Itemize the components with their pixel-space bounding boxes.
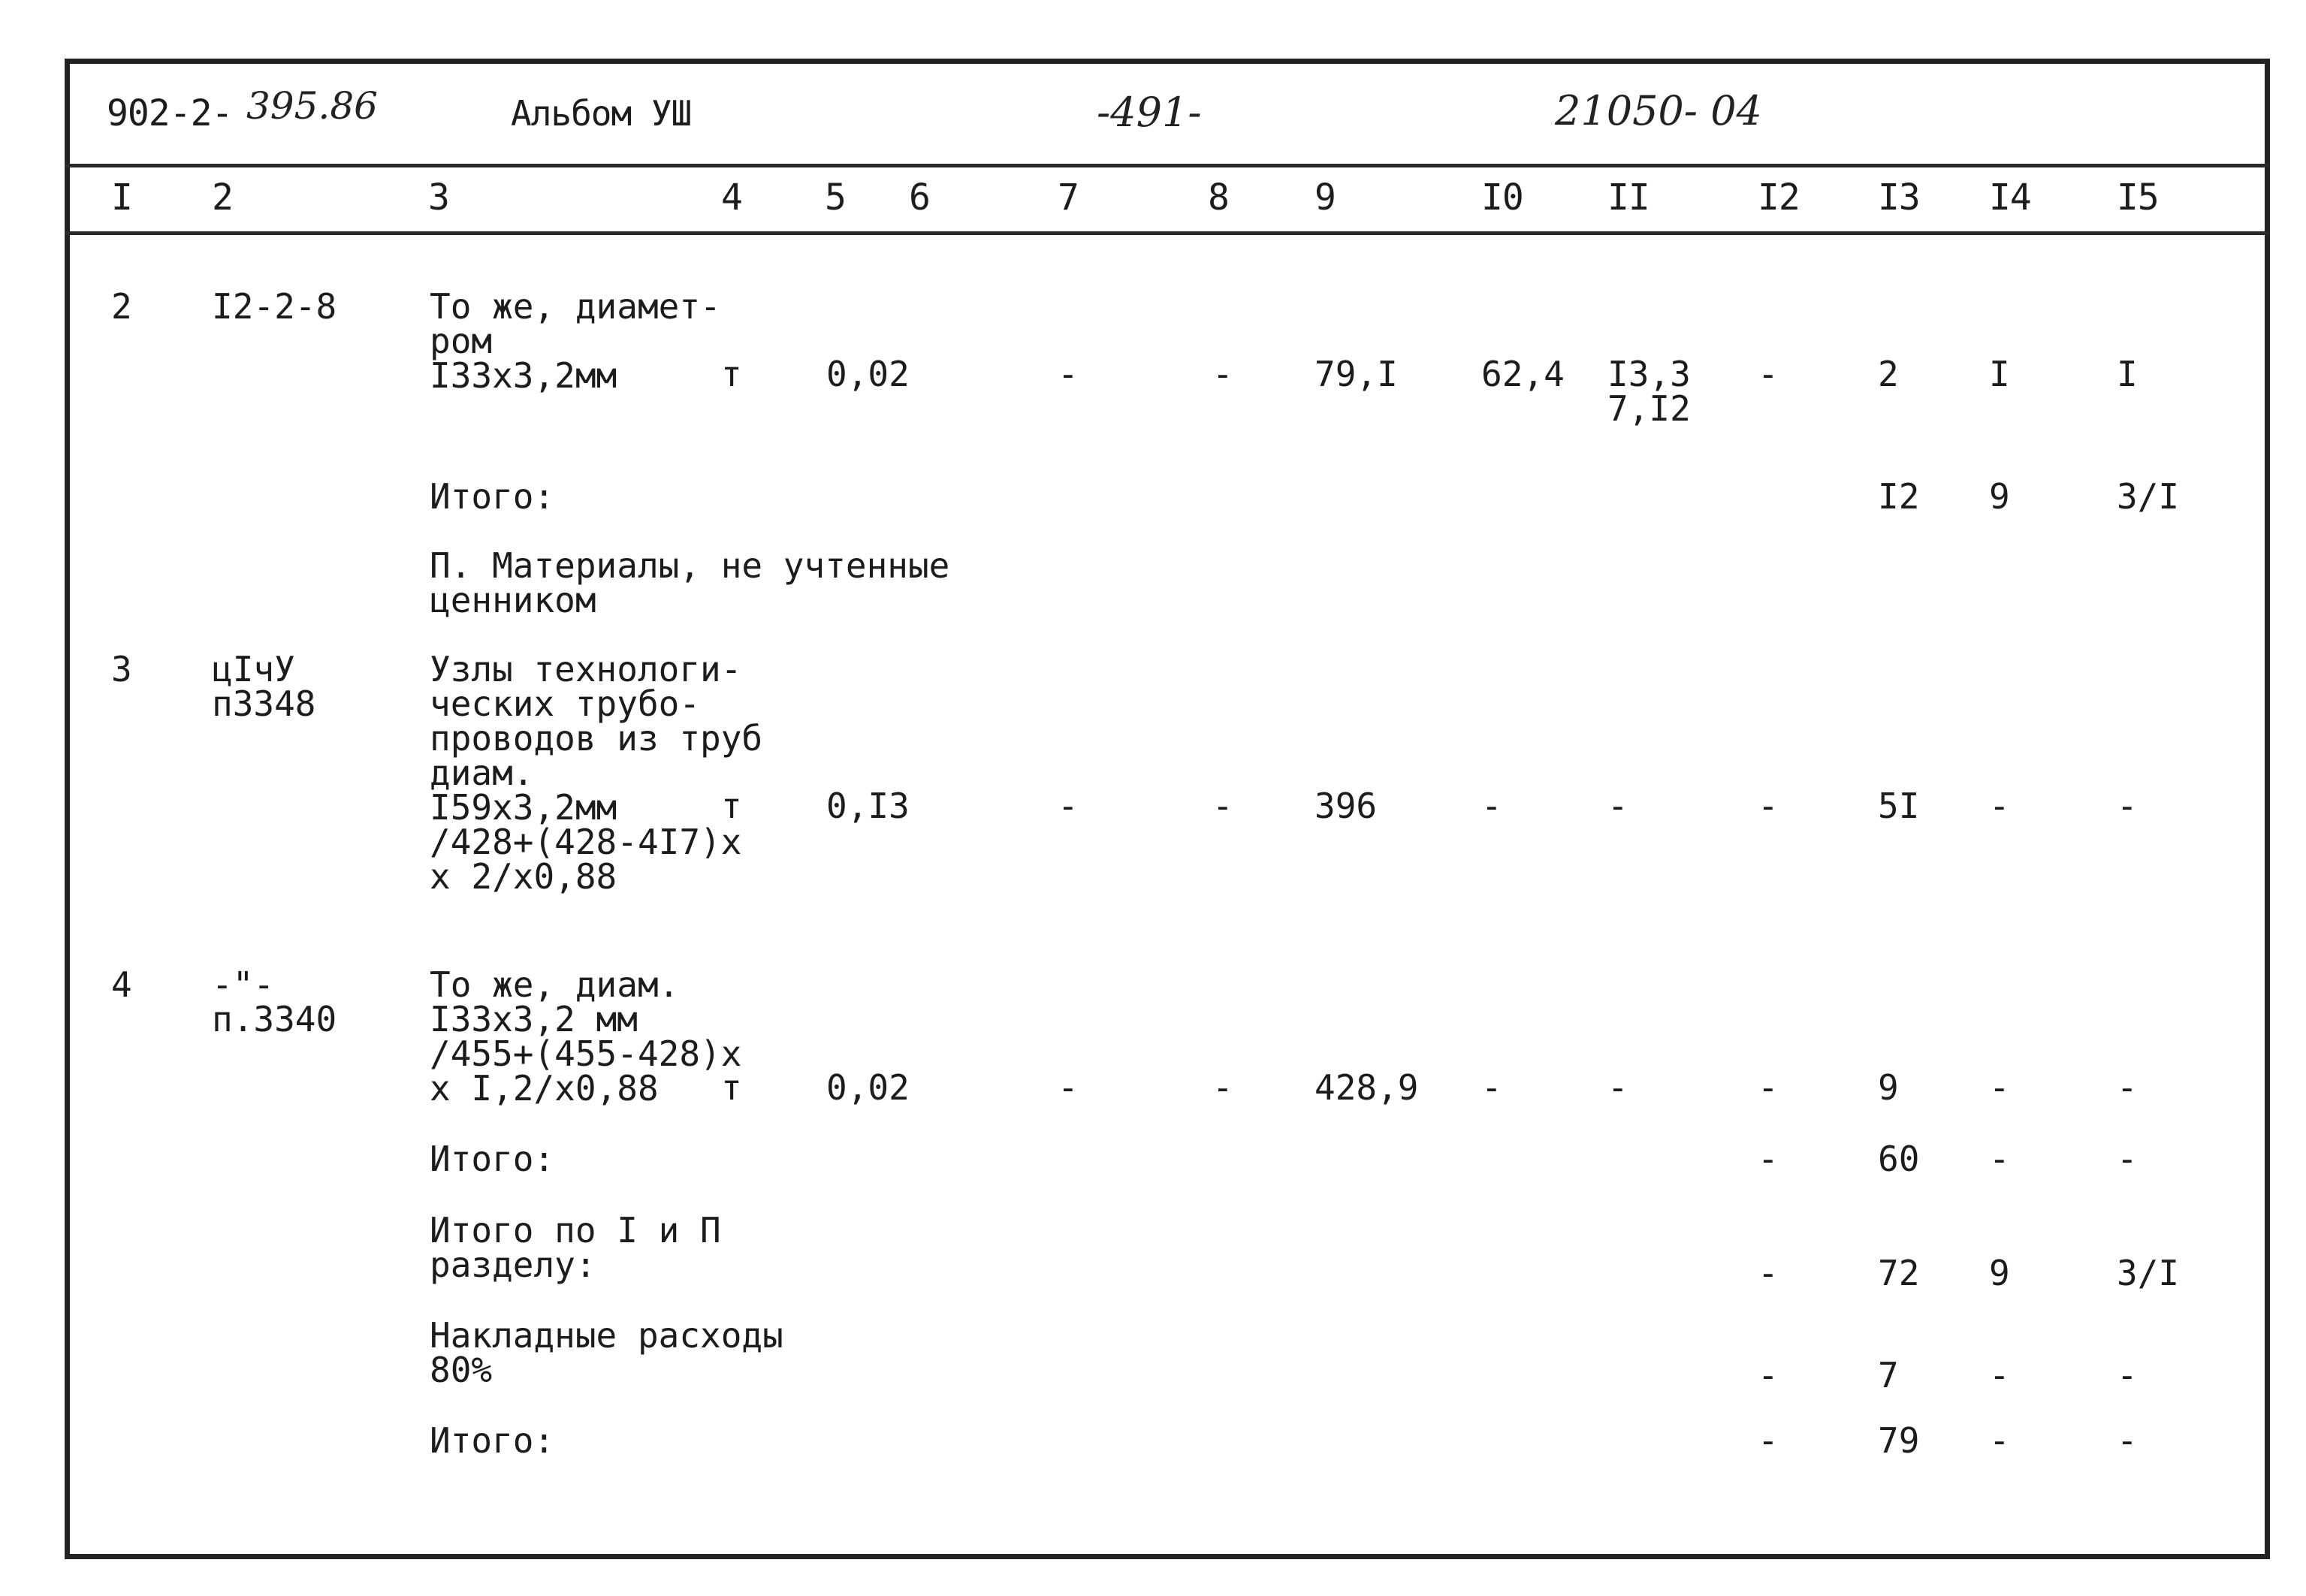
document-frame [65, 59, 2270, 1559]
col-12: - [1758, 1355, 1779, 1395]
album-title: Альбом УШ [511, 93, 692, 134]
col-12: - [1758, 1139, 1779, 1179]
col-15: - [2117, 1355, 2138, 1395]
col-13: 72 [1878, 1253, 1920, 1293]
item-description: Итого: [430, 1139, 555, 1179]
col-14: - [1989, 786, 2010, 826]
column-number-3: 3 [428, 176, 449, 219]
quantity: 0,I3 [826, 786, 910, 826]
price-code: -"- п.3340 [212, 964, 337, 1039]
col-15: - [2117, 786, 2138, 826]
col-14: - [1989, 1139, 2010, 1179]
item-description: П. Материалы, не учтенные ценником [430, 545, 950, 620]
page-number-handwritten: -491- [1097, 89, 1202, 136]
unit: т [721, 1067, 742, 1108]
col-13: 5I [1878, 786, 1920, 826]
item-description: Итого по I и П разделу: [430, 1210, 721, 1285]
col-15: 3/I [2117, 476, 2180, 517]
col-11: - [1607, 1067, 1628, 1108]
column-number-4: 4 [721, 176, 742, 219]
column-number-14: I4 [1989, 176, 2031, 219]
col-14: I [1989, 354, 2010, 394]
col-7: - [1058, 786, 1079, 826]
header-divider [65, 164, 2270, 167]
col-14: 9 [1989, 476, 2010, 517]
column-number-6: 6 [909, 176, 930, 219]
unit: т [721, 786, 742, 826]
document-code-handwritten: 395.86 [246, 84, 378, 128]
column-number-7: 7 [1058, 176, 1079, 219]
item-description: Узлы технологи- ческих трубо- проводов из труб диам. I59x3,2мм /428+(428-4I7)x x 2/x0,88 [430, 649, 763, 897]
item-description: То же, диам. I33x3,2 мм /455+(455-428)x x I,2/x0,88 [430, 964, 742, 1109]
col-13: 7 [1878, 1355, 1899, 1395]
col-8: - [1212, 786, 1233, 826]
item-description: Накладные расходы 80% [430, 1315, 783, 1390]
col-9: 428,9 [1314, 1067, 1419, 1108]
document-code-prefix: 902-2- [107, 92, 233, 134]
unit: т [721, 354, 742, 394]
col-14: - [1989, 1420, 2010, 1461]
col-14: - [1989, 1067, 2010, 1108]
col-12: - [1758, 1067, 1779, 1108]
col-13: 60 [1878, 1139, 1920, 1179]
col-14: - [1989, 1355, 2010, 1395]
document-number-handwritten: 21050- 04 [1555, 87, 1762, 134]
col-9: 79,I [1314, 354, 1398, 394]
col-11: I3,3 7,I2 [1607, 354, 1691, 429]
col-13: 9 [1878, 1067, 1899, 1108]
col-15: - [2117, 1067, 2138, 1108]
col-15: 3/I [2117, 1253, 2180, 1293]
column-number-5: 5 [825, 176, 846, 219]
column-number-13: I3 [1878, 176, 1920, 219]
col-13: 2 [1878, 354, 1899, 394]
col-12: - [1758, 1253, 1779, 1293]
row-number: 3 [111, 649, 132, 689]
column-number-11: II [1607, 176, 1650, 219]
quantity: 0,02 [826, 354, 910, 394]
col-7: - [1058, 1067, 1079, 1108]
col-10: 62,4 [1481, 354, 1565, 394]
col-13: 79 [1878, 1420, 1920, 1461]
item-description: Итого: [430, 1420, 555, 1461]
column-number-10: I0 [1481, 176, 1523, 219]
quantity: 0,02 [826, 1067, 910, 1108]
item-description: То же, диамет- ром I33x3,2мм [430, 286, 721, 396]
col-7: - [1058, 354, 1079, 394]
column-header-divider [65, 231, 2270, 235]
col-14: 9 [1989, 1253, 2010, 1293]
column-number-15: I5 [2117, 176, 2159, 219]
price-code: цIчУ п3348 [212, 649, 316, 724]
row-number: 4 [111, 964, 132, 1005]
column-number-8: 8 [1208, 176, 1229, 219]
col-10: - [1481, 1067, 1502, 1108]
col-15: - [2117, 1420, 2138, 1461]
col-8: - [1212, 354, 1233, 394]
column-number-9: 9 [1314, 176, 1336, 219]
col-15: I [2117, 354, 2138, 394]
price-code: I2-2-8 [212, 286, 337, 327]
col-11: - [1607, 786, 1628, 826]
col-12: - [1758, 786, 1779, 826]
item-description: Итого: [430, 476, 555, 517]
col-9: 396 [1314, 786, 1378, 826]
column-number-2: 2 [212, 176, 233, 219]
col-12: - [1758, 1420, 1779, 1461]
col-12: - [1758, 354, 1779, 394]
row-number: 2 [111, 286, 132, 327]
col-10: - [1481, 786, 1502, 826]
col-15: - [2117, 1139, 2138, 1179]
column-number-12: I2 [1758, 176, 1800, 219]
column-number-1: I [111, 176, 132, 219]
col-8: - [1212, 1067, 1233, 1108]
col-13: I2 [1878, 476, 1920, 517]
